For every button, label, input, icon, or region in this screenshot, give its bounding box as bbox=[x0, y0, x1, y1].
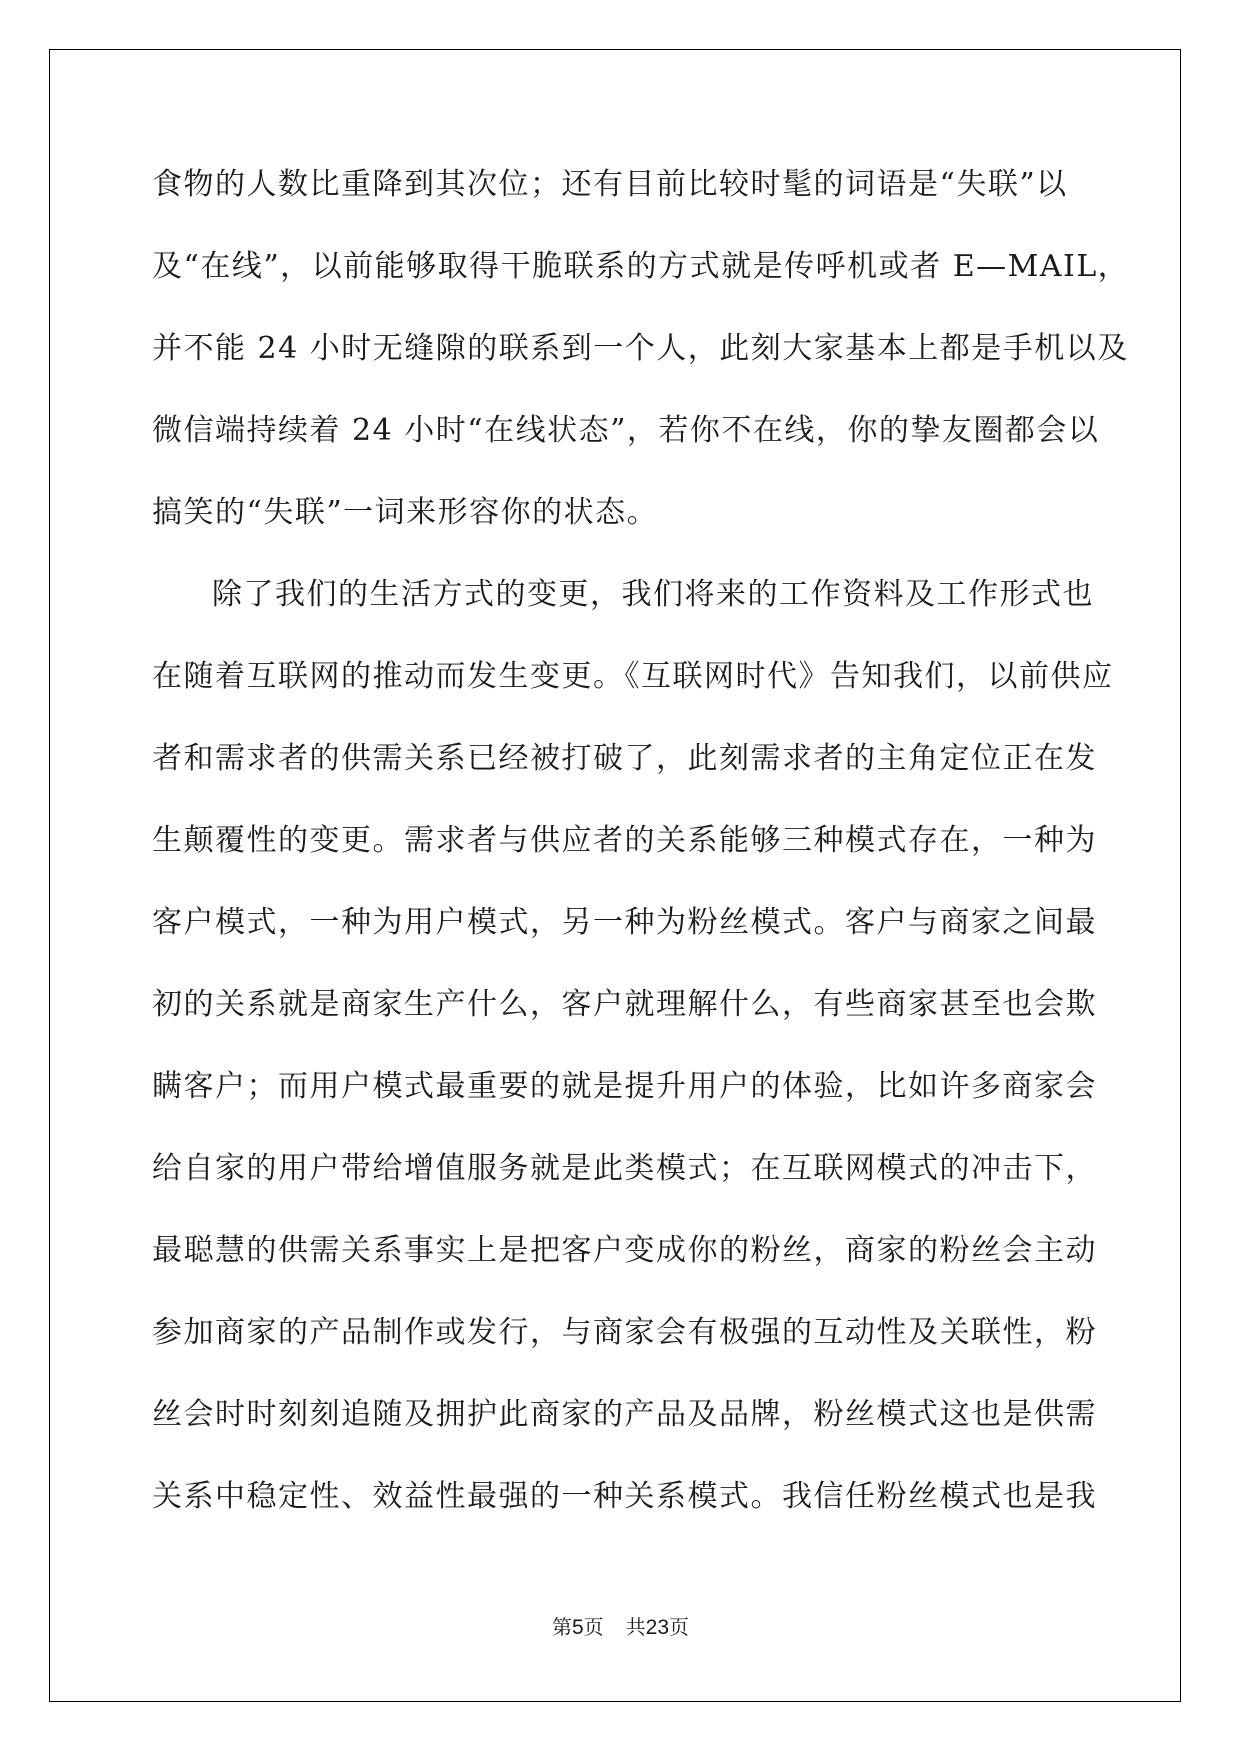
text-line: 丝会时时刻刻追随及拥护此商家的产品及品牌，粉丝模式这也是供需 bbox=[152, 1397, 1097, 1432]
text-line: 并不能 24 小时无缝隙的联系到一个人，此刻大家基本上都是手机以及 bbox=[152, 331, 1129, 366]
paragraph-start-line: 除了我们的生活方式的变更，我们将来的工作资料及工作形式也 bbox=[212, 577, 1094, 612]
footer-total-suffix: 页 bbox=[669, 1615, 690, 1639]
text-line: 在随着互联网的推动而发生变更。《互联网时代》告知我们，以前供应 bbox=[152, 659, 1114, 694]
text-line: 者和需求者的供需关系已经被打破了，此刻需求者的主角定位正在发 bbox=[152, 741, 1097, 776]
text-line: 关系中稳定性、效益性最强的一种关系模式。我信任粉丝模式也是我 bbox=[152, 1479, 1097, 1514]
text-line: 瞒客户；而用户模式最重要的就是提升用户的体验，比如许多商家会 bbox=[152, 1069, 1097, 1104]
text-line: 最聪慧的供需关系事实上是把客户变成你的粉丝，商家的粉丝会主动 bbox=[152, 1233, 1097, 1268]
page-footer bbox=[0, 1611, 1241, 1640]
footer-total-prefix: 共 bbox=[625, 1615, 646, 1639]
text-line: 生颠覆性的变更。需求者与供应者的关系能够三种模式存在，一种为 bbox=[152, 823, 1097, 858]
document-body bbox=[152, 158, 1130, 1552]
text-line: 食物的人数比重降到其次位；还有目前比较时髦的词语是“失联”以 bbox=[152, 167, 1068, 202]
current-page-number: 5 bbox=[571, 1616, 584, 1639]
footer-page-prefix: 第 bbox=[551, 1615, 572, 1639]
text-line: 参加商家的产品制作或发行，与商家会有极强的互动性及关联性，粉 bbox=[152, 1315, 1097, 1350]
text-line: 初的关系就是商家生产什么，客户就理解什么，有些商家甚至也会欺 bbox=[152, 987, 1097, 1022]
text-line: 客户模式，一种为用户模式，另一种为粉丝模式。客户与商家之间最 bbox=[152, 905, 1097, 940]
text-line: 给自家的用户带给增值服务就是此类模式；在互联网模式的冲击下， bbox=[152, 1151, 1097, 1186]
text-line: 微信端持续着 24 小时“在线状态”，若你不在线，你的挚友圈都会以 bbox=[152, 413, 1100, 448]
text-line: 及“在线”，以前能够取得干脆联系的方式就是传呼机或者 E—MAIL， bbox=[152, 249, 1130, 284]
total-page-count: 23 bbox=[645, 1616, 670, 1639]
text-line: 搞笑的“失联”一词来形容你的状态。 bbox=[152, 495, 659, 530]
footer-page-suffix: 页 bbox=[583, 1615, 604, 1639]
